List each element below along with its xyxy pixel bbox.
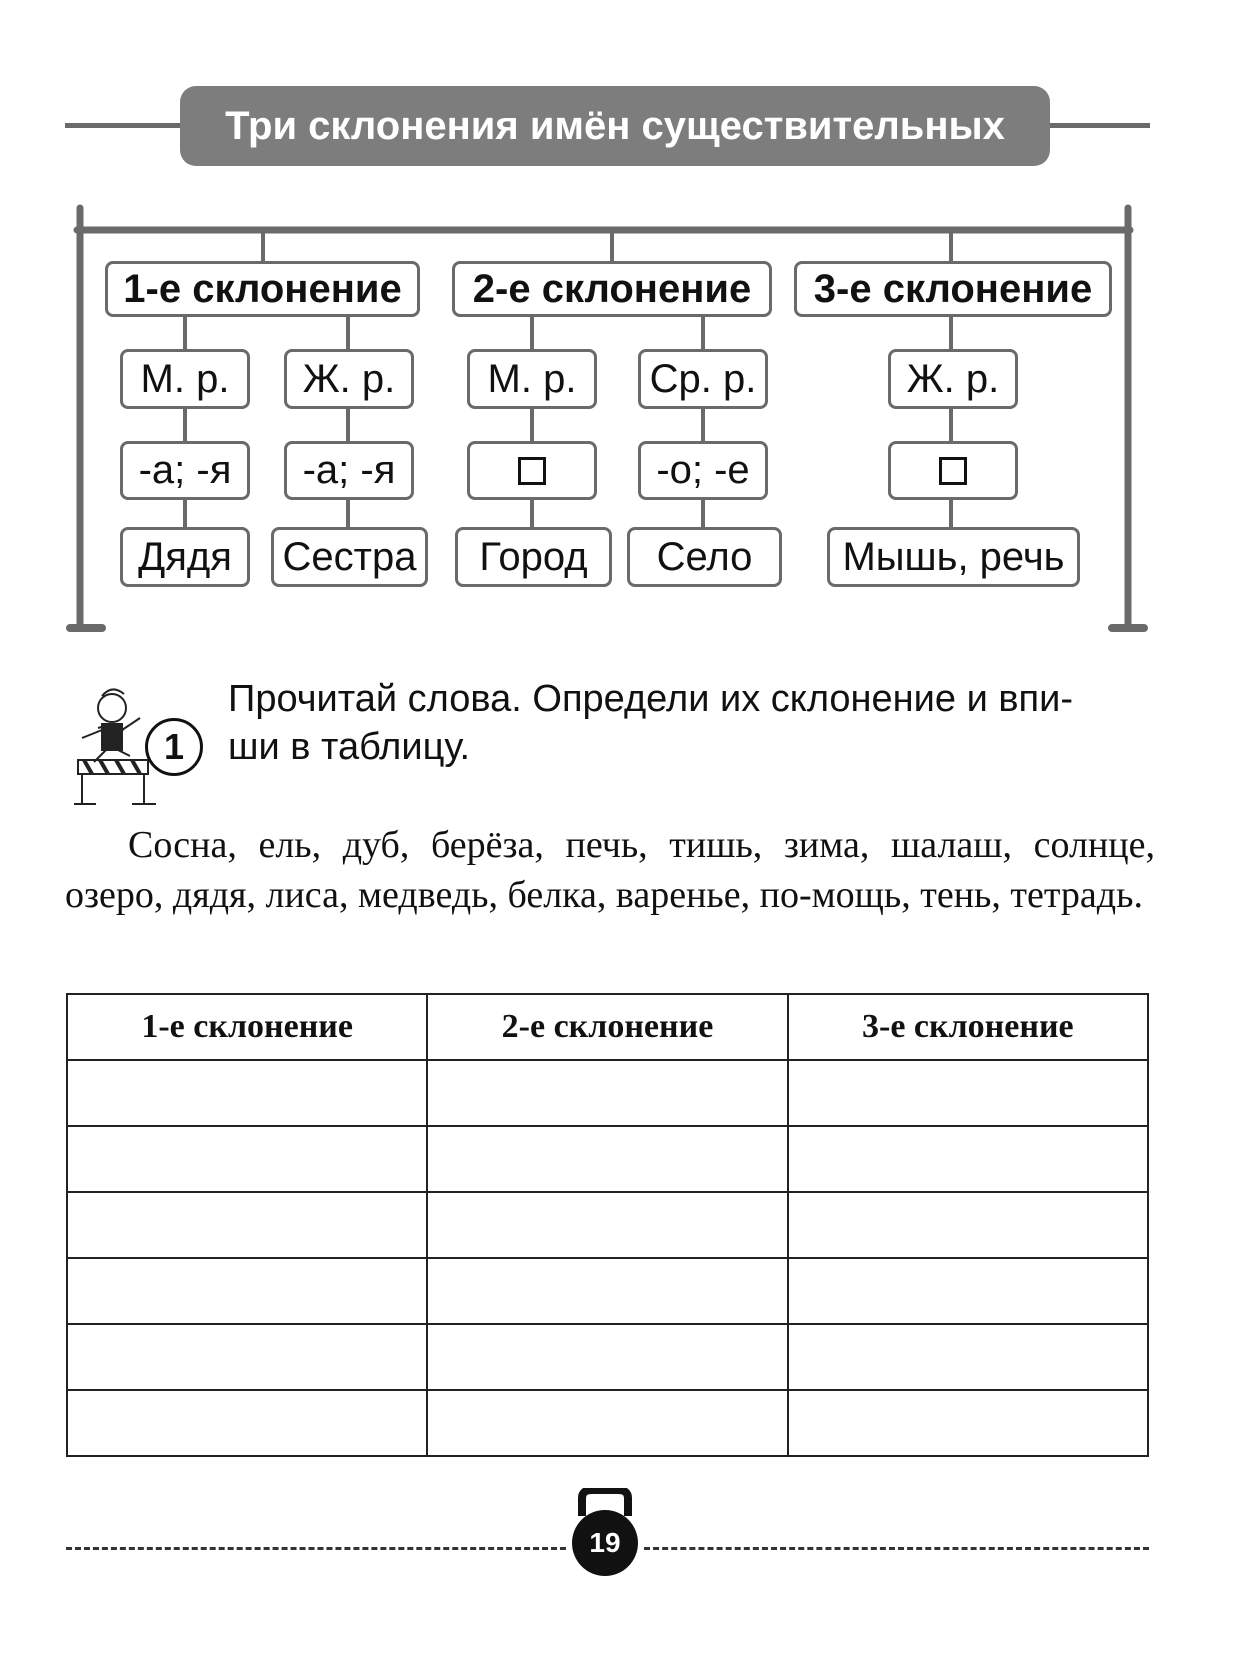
gender-masc-1: М. р.	[120, 349, 250, 409]
answer-table	[66, 993, 1149, 1457]
word-list	[65, 820, 1155, 920]
table-header-declension-1: 1-е склонение	[67, 994, 427, 1060]
table-row	[67, 1258, 1148, 1324]
ending-masc-1: -а; -я	[120, 441, 250, 500]
gender-masc-2: М. р.	[467, 349, 597, 409]
answer-cell[interactable]	[788, 1258, 1148, 1324]
word-list-text: Сосна, ель, дуб, берёза, печь, тишь, зима, шалаш, солнце, озеро, дядя, лиса, медведь, белка, варенье, по-мощь, тень, тетрадь.	[65, 824, 1155, 916]
answer-cell[interactable]	[788, 1324, 1148, 1390]
answer-cell[interactable]	[427, 1060, 787, 1126]
answer-cell[interactable]	[67, 1324, 427, 1390]
table-row	[67, 1060, 1148, 1126]
declension-2-header: 2-е склонение	[452, 261, 772, 317]
ending-fem-1: -а; -я	[284, 441, 414, 500]
table-row	[67, 1390, 1148, 1456]
table-row	[67, 1324, 1148, 1390]
zero-ending-square	[518, 457, 546, 485]
answer-cell[interactable]	[788, 1060, 1148, 1126]
answer-cell[interactable]	[67, 1390, 427, 1456]
answer-cell[interactable]	[788, 1126, 1148, 1192]
table-header-declension-3: 3-е склонение	[788, 994, 1148, 1060]
task-instruction-line-1: Прочитай слова. Определи их склонение и впи-	[228, 678, 1073, 720]
table-row	[67, 1126, 1148, 1192]
task-instruction-line-2: ши в таблицу.	[228, 726, 471, 768]
gender-fem-3: Ж. р.	[888, 349, 1018, 409]
answer-table-header-row	[67, 994, 1148, 1060]
declension-1-header: 1-е склонение	[105, 261, 420, 317]
table-row	[67, 1192, 1148, 1258]
ending-neut-2: -о; -е	[638, 441, 768, 500]
example-fem-1: Сестра	[271, 527, 428, 587]
ending-fem-3	[888, 441, 1018, 500]
footer-dash-right	[644, 1547, 1149, 1550]
answer-cell[interactable]	[67, 1192, 427, 1258]
task-number-badge: 1	[145, 718, 203, 776]
answer-cell[interactable]	[67, 1126, 427, 1192]
declension-3-header: 3-е склонение	[794, 261, 1112, 317]
answer-cell[interactable]	[427, 1258, 787, 1324]
answer-cell[interactable]	[67, 1060, 427, 1126]
example-fem-3: Мышь, речь	[827, 527, 1080, 587]
answer-cell[interactable]	[427, 1192, 787, 1258]
example-masc-1: Дядя	[120, 527, 250, 587]
page-number: 19	[572, 1510, 638, 1576]
answer-cell[interactable]	[427, 1324, 787, 1390]
answer-cell[interactable]	[427, 1390, 787, 1456]
footer-dash-left	[66, 1547, 566, 1550]
gender-neut-2: Ср. р.	[638, 349, 768, 409]
task-instruction	[228, 675, 1158, 771]
answer-cell[interactable]	[67, 1258, 427, 1324]
page-title: Три склонения имён существительных	[225, 103, 1005, 148]
zero-ending-square	[939, 457, 967, 485]
example-masc-2: Город	[455, 527, 612, 587]
gender-fem-1: Ж. р.	[284, 349, 414, 409]
answer-cell[interactable]	[788, 1390, 1148, 1456]
answer-cell[interactable]	[788, 1192, 1148, 1258]
ending-masc-2	[467, 441, 597, 500]
answer-cell[interactable]	[427, 1126, 787, 1192]
table-header-declension-2: 2-е склонение	[427, 994, 787, 1060]
example-neut-2: Село	[627, 527, 782, 587]
